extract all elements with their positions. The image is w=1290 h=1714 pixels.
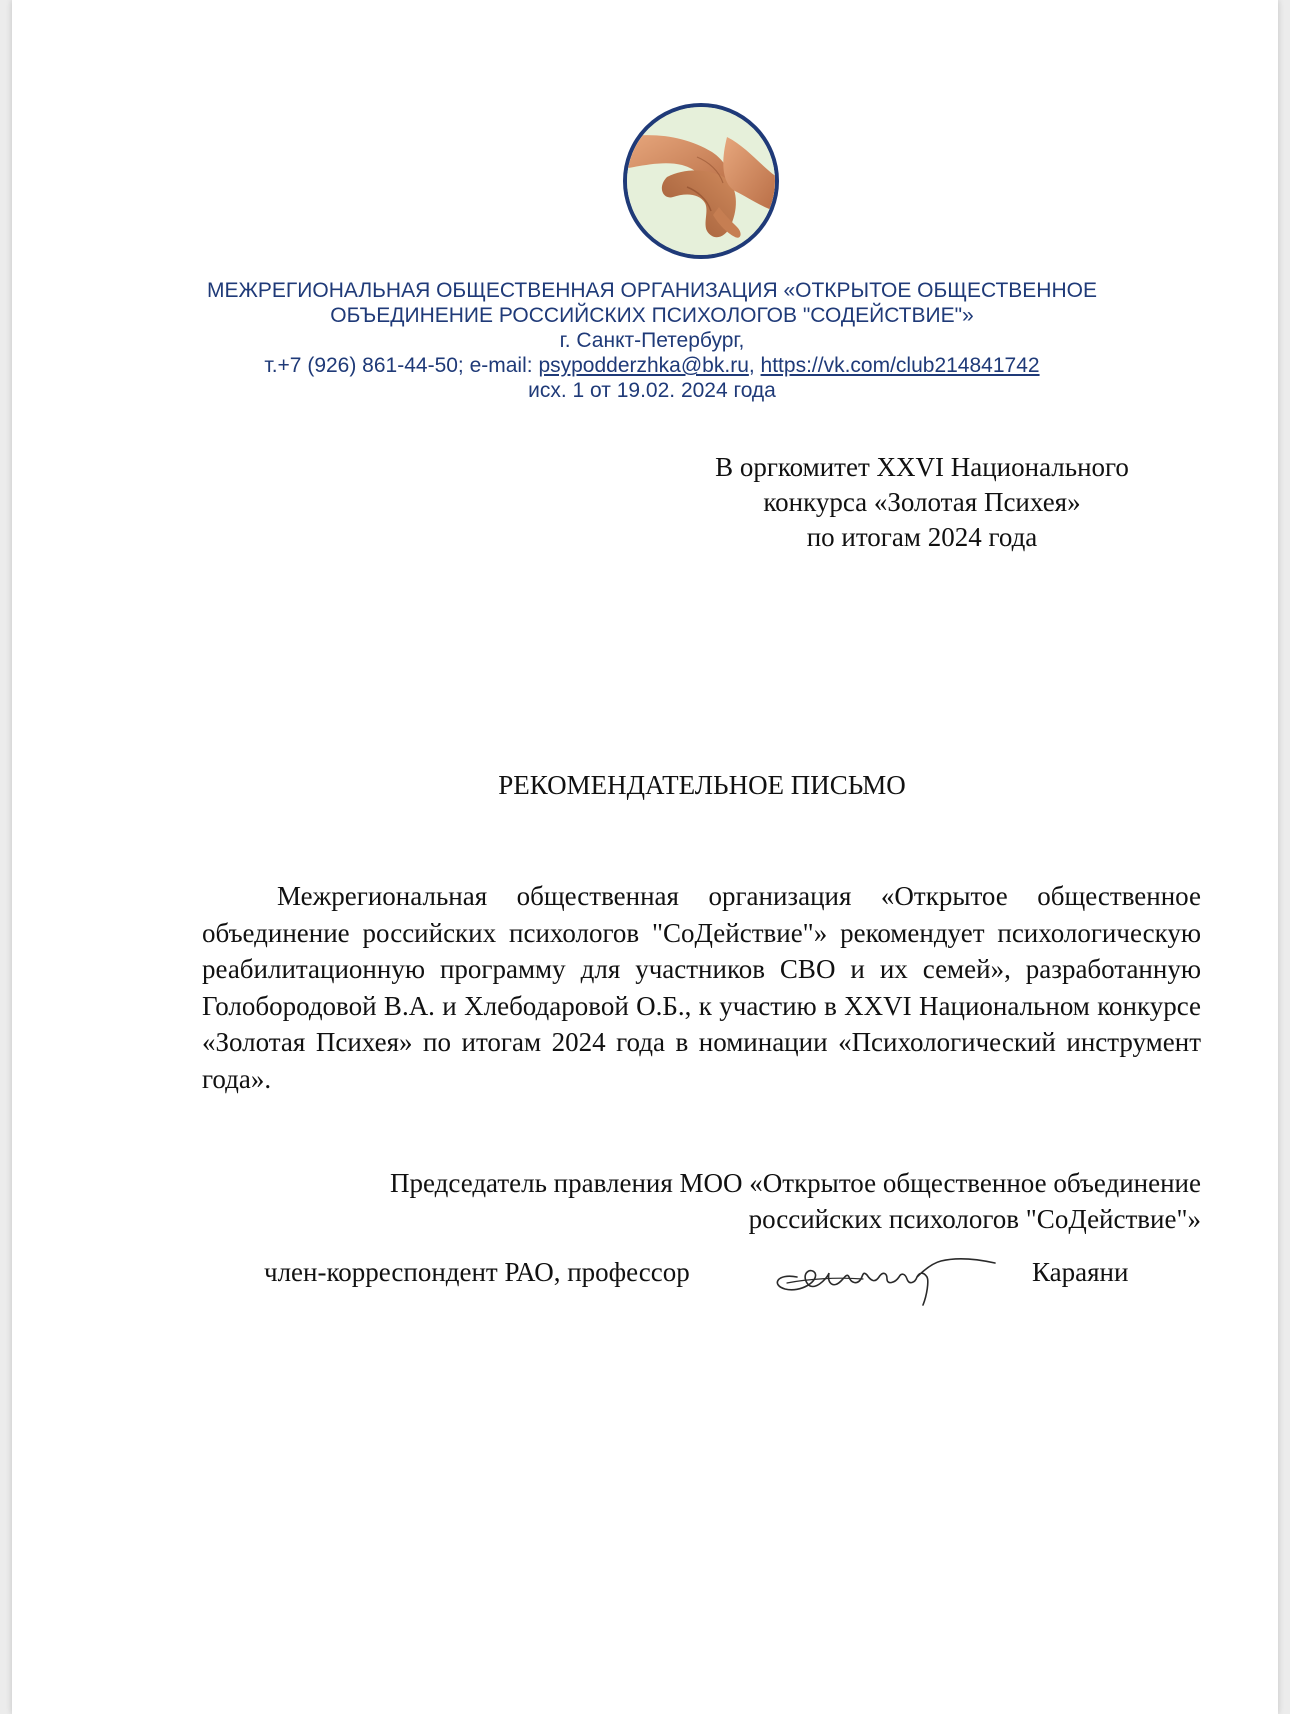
- organization-logo: [623, 103, 779, 259]
- addressee-line-1: В оргкомитет XXVI Национального: [715, 452, 1129, 482]
- organization-header: [162, 278, 1142, 403]
- org-name-line-1: МЕЖРЕГИОНАЛЬНАЯ ОБЩЕСТВЕННАЯ ОРГАНИЗАЦИЯ «ОТКРЫТОЕ ОБЩЕСТВЕННОЕ: [207, 279, 1097, 302]
- org-phone: т.+7 (926) 861-44-50; e-mail:: [264, 354, 539, 377]
- chair-line-1: Председатель правления МОО «Открытое общественное объединение: [390, 1168, 1201, 1198]
- document-page: [12, 0, 1278, 1714]
- letter-body: Межрегиональная общественная организация «Открытое общественное объединение российских психологов "СоДействие"» рекомендует психологическую реабилитационную программу для участников СВО и их семей», разработанную Голобородовой В.А. и Хлебодаровой О.Б., к участию в XXVI Национальном конкурсе «Золотая Психея» по итогам 2024 года в номинации «Психологический инструмент года».: [202, 881, 1201, 1094]
- handwritten-signature-icon: [767, 1243, 1017, 1313]
- org-vk-link[interactable]: https://vk.com/club214841742: [760, 354, 1040, 377]
- addressee-line-2: конкурса «Золотая Психея»: [763, 487, 1081, 517]
- addressee-line-3: по итогам 2024 года: [806, 522, 1038, 552]
- org-contacts: [162, 353, 1142, 378]
- addressee-block: [652, 450, 1192, 555]
- outgoing-number: исх. 1 от 19.02. 2024 года: [528, 379, 776, 402]
- chair-block: [202, 1165, 1201, 1237]
- org-name-line-2: ОБЪЕДИНЕНИЕ РОССИЙСКИХ ПСИХОЛОГОВ "СОДЕЙСТВИЕ"»: [330, 304, 974, 327]
- org-email-link[interactable]: psypodderzhka@bk.ru: [538, 354, 749, 377]
- contacts-separator: ,: [748, 354, 761, 377]
- org-city: г. Санкт-Петербург,: [559, 329, 745, 352]
- hands-logo-icon: [627, 107, 775, 255]
- signature-row: [12, 1255, 1278, 1305]
- letter-title: РЕКОМЕНДАТЕЛЬНОЕ ПИСЬМО: [498, 770, 906, 800]
- signer-surname: Караяни: [1032, 1257, 1129, 1287]
- signer-rank: член-корреспондент РАО, профессор: [264, 1257, 690, 1287]
- chair-line-2: российских психологов "СоДействие"»: [748, 1204, 1201, 1234]
